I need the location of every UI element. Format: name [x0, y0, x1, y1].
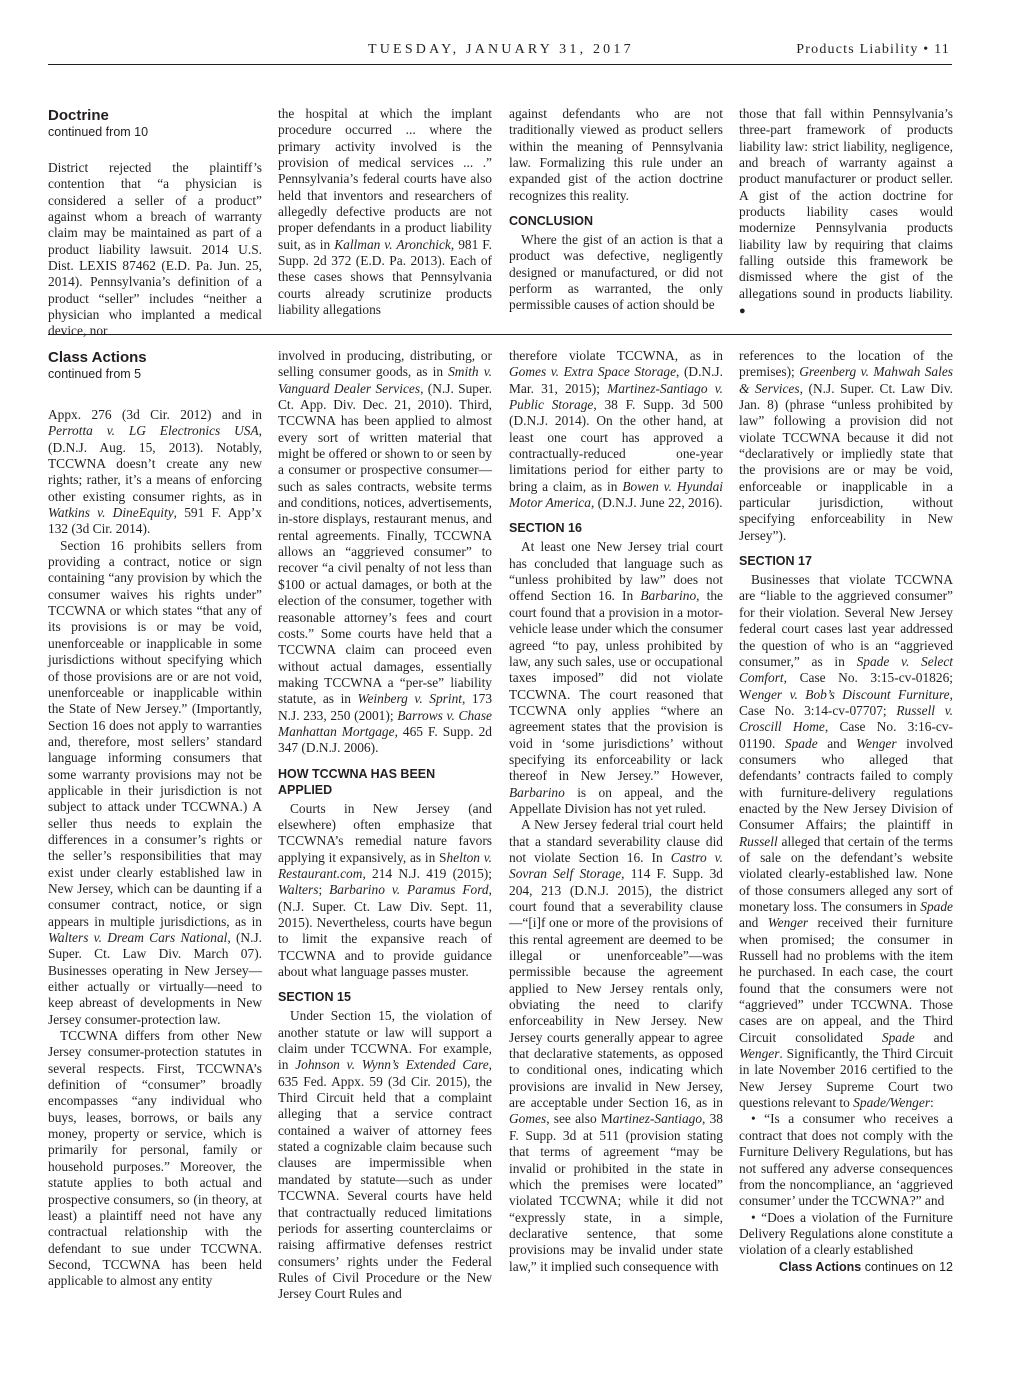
doctrine-article: [48, 106, 953, 339]
class-actions-column-1: [48, 348, 262, 1290]
doctrine-column-3: [509, 106, 723, 314]
doctrine-column-1: [48, 106, 262, 340]
article-divider-rule: [48, 334, 952, 335]
jump-page-ref: continues on 12: [864, 1259, 953, 1274]
section-16-heading: SECTION 16: [509, 521, 582, 536]
issue-date: TUESDAY, JANUARY 31, 2017: [368, 42, 634, 57]
doctrine-kicker: Doctrine: [48, 107, 109, 124]
class-actions-body-text: references to the location of the premises); Greenberg v. Mahwah Sales & Services, (N.J. Super. Ct. Law Div. Jan. 8) (phrase “unless prohibited by law” following a provision did not violate TCCWNA because it did not “declaratively or impliedly state that the provisions are or may be void, enforceable or inapplicable in a particular jurisdiction, without specifying enforceability in New Jersey”).: [739, 348, 954, 543]
class-actions-body-text: At least one New Jersey trial court has concluded that language such as “unless prohibited by law” does not offend Section 16. In Barbarino, the court found that a provision in a motor-vehicle lease under which the consumer agreed “to pay, unless prohibited by law, any such sales, use or occupational taxes imposed” did not violate TCCWNA. The court reasoned that TCCWNA only applies “where an agreement states that the provision is void in ‘some jurisdictions’ without specifying its enforceability or lack thereof in New Jersey.” However, Barbarino is on appeal, and the Appellate Division has not yet ruled.: [509, 539, 724, 816]
doctrine-body-text: against defendants who are not traditionally viewed as product sellers within the meaning of Pennsylvania law. Formalizing this rule under an expanded gist of the action doctrine recognizes this reality.: [509, 106, 723, 203]
doctrine-body-text: District rejected the plaintiff’s contention that “a physician is considered a seller of a product” against whom a breach of warranty claim may be maintained as part of a product liability lawsuit. 2014 U.S. Dist. LEXIS 87462 (E.D. Pa. Jun. 25, 2014). Pennsylvania’s definition of a product “seller” includes “neither a physician who implanted a medical device, nor: [48, 160, 262, 339]
doctrine-body-text: those that fall within Pennsylvania’s three-part framework of products liability law: strict liability, negligence, and breach of warranty against a product manufacturer or product seller. A gist of the action doctrine for products liability cases would modernize Pennsylvania products liability law by requiring that claims falling outside this framework be dismissed where the gist of the allegations sound in products liability. ●: [739, 106, 953, 318]
continues-on-jump-line: [739, 1259, 953, 1275]
class-actions-kicker: Class Actions: [48, 349, 147, 366]
class-actions-body-text: Courts in New Jersey (and elsewhere) often emphasize that TCCWNA’s remedial nature favors applying it expansively, as in Shelton v. Restaurant.com, 214 N.J. 419 (2015); Walters; Barbarino v. Paramus Ford, (N.J. Super. Ct. Law Div. Sept. 11, 2015). Nevertheless, courts have begun to limit the expansive reach of TCCWNA and to provide guidance about what language passes muster.: [278, 800, 492, 980]
class-actions-body-text: • “Does a violation of the Furniture Delivery Regulations alone constitute a violation of a clearly established: [739, 1209, 953, 1258]
section-15-heading: SECTION 15: [278, 990, 351, 1005]
class-actions-column-3: [509, 348, 723, 1275]
class-actions-column-2: [278, 348, 492, 1303]
section-page-number: Products Liability • 11: [796, 42, 950, 57]
header-rule: [48, 64, 952, 65]
class-actions-body-text: Appx. 276 (3d Cir. 2012) and in Perrotta v. LG Electronics USA, (D.N.J. Aug. 15, 2013). Notably, TCCWNA doesn’t create any new rights; rather, it’s a means of enforcing other existing consumer rights, as in Watkins v. DineEquity, 591 F. App’x 132 (3d Cir. 2014).: [48, 407, 262, 537]
class-actions-body-text: • “Is a consumer who receives a contract that does not comply with the Furniture Delivery Regulations, but has not suffered any adverse consequences from the noncompliance, an ‘aggrieved consumer’ under the TCCWNA?” and: [739, 1111, 953, 1209]
class-actions-body-text: involved in producing, distributing, or selling consumer goods, as in Smith v. Vanguard Dealer Services, (N.J. Super. Ct. App. Div. Dec. 21, 2010). Third, TCCWNA has been applied to almost every sort of written material that might be offered or shown to or seen by a consumer or prospective consumer—such as sales contracts, website terms and conditions, notices, advertisements, in-store displays, restaurant menus, and rental agreements. Finally, TCCWNA allows an “aggrieved consumer” to recover “a civil penalty of not less than $100 or actual damages, or both at the election of the consumer, together with reasonable attorney’s fees and court costs.” Some courts have held that a TCCWNA claim can proceed even without actual damages, essentially making TCCWNA a “per-se” liability statute, as in Weinberg v. Sprint, 173 N.J. 233, 250 (2001); Barrows v. Chase Manhattan Mortgage, 465 F. Supp. 2d 347 (D.N.J. 2006).: [278, 348, 493, 756]
section-17-heading: SECTION 17: [739, 554, 812, 569]
class-actions-body-text: Businesses that violate TCCWNA are “liable to the aggrieved consumer” for their violation. Several New Jersey federal court cases last year addressed the question of who is an “aggrieved consumer,” as in Spade v. Select Comfort, Case No. 3:15-cv-01826; Wenger v. Bob’s Discount Furniture, Case No. 3:14-cv-07707; Russell v. Croscill Home, Case No. 3:16-cv-01190. Spade and Wenger involved consumers who alleged that defendants’ contracts failed to comply with furniture-delivery regulations enacted by the New Jersey Division of Consumer Affairs; the plaintiff in Russell alleged that certain of the terms of sale on the defendant’s website violated clearly-established law. None of those consumers alleged any sort of monetary loss. The consumers in Spade and Wenger received their furniture when promised; the consumer in Russell had no problems with the item he purchased. In each case, the court found that the consumers were not “aggrieved” under TCCWNA. Those cases are on appeal, and the Third Circuit consolidated Spade and Wenger. Significantly, the Third Circuit in late November 2016 certified to the New Jersey Supreme Court two questions relevant to Spade/Wenger:: [739, 572, 954, 1111]
jump-kicker: Class Actions: [779, 1259, 862, 1274]
doctrine-body-text: the hospital at which the implant procedure occurred ... where the primary activity involved is the provision of medical services ... .” Pennsylvania’s federal courts have also held that inventors and researchers of allegedly defective products are not proper defendants in a product liability suit, as in Kallman v. Aronchick, 981 F. Supp. 2d 372 (E.D. Pa. 2013). Each of these cases shows that Pennsylvania courts already scrutinize products liability allegations: [278, 106, 492, 318]
class-actions-body-text: Under Section 15, the violation of another statute or law will support a claim under TCCWNA. For example, in Johnson v. Wynn’s Extended Care, 635 Fed. Appx. 59 (3d Cir. 2015), the Third Circuit held that a complaint alleging that a service contract contained a waiver of attorney fees stated a cognizable claim because such clauses are impermissible when mandated by statute—such as under TCCWNA. Several courts have held that contractually reduced limitations periods for asserting counterclaims or raising affirmative defenses restrict consumers’ rights under the Federal Rules of Civil Procedure or the New Jersey Court Rules and: [278, 1008, 492, 1302]
class-actions-body-text: A New Jersey federal trial court held that a standard severability clause did not violate Section 16. In Castro v. Sovran Self Storage, 114 F. Supp. 3d 204, 213 (D.N.J. 2015), the district court found that a severability clause—“[i]f one or more of the provisions of this rental agreement are deemed to be illegal or unenforceable”—was permissible because the agreement applied to New Jersey rentals only, obviating the need to clarify enforceability in New Jersey. New Jersey courts generally appear to agree that declarative statements, as opposed to conditional ones, indicating which provisions are invalid in New Jersey, are acceptable under Section 16, as in Gomes, see also Martinez-Santiago, 38 F. Supp. 3d at 511 (provision stating that terms of agreement “may be invalid or prohibited in the state in which the premises were located” violated TCCWNA; while it did not “expressly state, in a simple, declarative sentence, that some provisions may be invalid under state law,” it implied such consequence with: [509, 817, 723, 1274]
class-actions-continued-from: continued from 5: [48, 367, 142, 381]
running-head: [48, 42, 952, 64]
class-actions-body-text: TCCWNA differs from other New Jersey consumer-protection statutes in several respects. First, TCCWNA’s definition of “consumer” broadly encompasses “any individual who buys, leases, borrows, or bails any money, property or service, which is primarily for personal, family or household purposes.” Moreover, the statute applies to both actual and prospective consumers, so (in theory, at least) a plaintiff need not have any contractual relationship with the defendant to sue under TCCWNA. Second, TCCWNA has been held applicable to almost any entity: [48, 1028, 262, 1289]
newspaper-page: [48, 0, 952, 1381]
doctrine-column-2: [278, 106, 492, 318]
doctrine-continued-from: continued from 10: [48, 125, 149, 139]
end-of-article-bullet: ●: [739, 305, 746, 318]
doctrine-body-text: Where the gist of an action is that a product was defective, negligently designed or manufactured, or did not perform as warranted, the only permissible causes of action should be: [509, 232, 723, 313]
conclusion-heading: CONCLUSION: [509, 214, 594, 229]
class-actions-body-text: Section 16 prohibits sellers from providing a contract, notice or sign containing “any provision by which the consumer waives his rights under” TCCWNA or which states “that any of its provisions is or may be void, unenforceable or inapplicable in some jurisdictions without specifying which of those provisions are or are not void, unenforceable or inapplicable within the State of New Jersey.” (Importantly, Section 16 does not apply to warranties and, therefore, most sellers’ standard language informing consumers that some warranty provisions may not be applicable in their jurisdiction is not subject to attack under TCCWNA.) A seller thus needs to explain the differences in a consumer’s rights or the seller’s responsibilities that may exist under clearly established law in New Jersey, which can be daunting if a consumer contract, notice, or sign appears in multiple jurisdictions, as in Walters v. Dream Cars National, (N.J. Super. Ct. Law Div. March 07). Businesses operating in New Jersey—either actually or virtually—need to keep abreast of developments in New Jersey consumer-protection law.: [48, 537, 262, 1027]
doctrine-column-4: [739, 106, 953, 319]
class-actions-article: [48, 348, 952, 1348]
how-tccwna-applied-heading: HOW TCCWNA HAS BEEN APPLIED: [278, 766, 436, 797]
class-actions-column-4: [739, 348, 953, 1275]
class-actions-body-text: therefore violate TCCWNA, as in Gomes v. Extra Space Storage, (D.N.J. Mar. 31, 2015); Martinez-Santiago v. Public Storage, 38 F. Supp. 3d 500 (D.N.J. 2014). On the other hand, at least one court has approved a contractually-reduced one-year limitations period for either party to bring a claim, as in Bowen v. Hyundai Motor America, (D.N.J. June 22, 2016).: [509, 348, 723, 511]
